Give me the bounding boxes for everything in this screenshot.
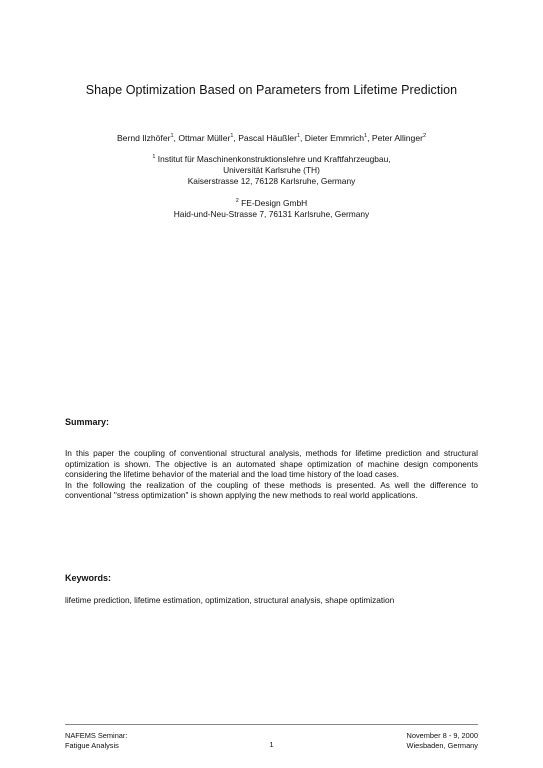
page-number: 1	[269, 740, 274, 749]
author-affil-marker: 1	[364, 133, 368, 140]
keywords-text: lifetime prediction, lifetime estimation, optimization, structural analysis, shape optimization	[65, 595, 395, 605]
footer-topic: Fatigue Analysis	[65, 740, 119, 750]
summary-paragraph: In the following the realization of the coupling of these methods is presented. As well the difference to conventional "stress optimization" is shown applying the new methods to real world applications.	[65, 479, 478, 501]
affiliation-line: Institut für Maschinenkonstruktionslehre und Kraftfahrzeugbau,	[157, 154, 391, 164]
author-name: Pascal Häußler	[238, 133, 297, 143]
affiliation-marker: 1	[152, 154, 156, 161]
paper-title: Shape Optimization Based on Parameters from Lifetime Prediction	[85, 83, 458, 97]
author-list: Bernd Ilzhöfer$^1$, Ottmar Müller$^1$, Pascal Häußler$^1$, Dieter Emmrich$^1$, Peter Allinger$^2$	[116, 133, 427, 143]
footer-date: November 8 - 9, 2000	[406, 731, 478, 740]
affiliation-line: Kaiserstrasse 12, 76128 Karlsruhe, Germany	[187, 176, 356, 186]
footer-right	[407, 731, 478, 750]
author-name: Bernd Ilzhöfer	[116, 133, 171, 143]
author-affil-marker: 1	[230, 133, 234, 140]
summary-text	[65, 448, 478, 501]
affiliation-line: Universität Karlsruhe (TH)	[223, 165, 320, 175]
summary-paragraph: In this paper the coupling of conventional structural analysis, methods for lifetime prediction and structural optimization is shown. The objective is an automated shape optimization of machine design components considering the lifetime behavior of the material and the load time history of the load cases.	[65, 448, 478, 480]
footer-seminar: NAFEMS Seminar:	[65, 731, 128, 740]
affiliation-line: FE-Design GmbH	[241, 198, 308, 208]
affiliation-marker: 2	[235, 198, 239, 205]
footer-location: Wiesbaden, Germany	[406, 740, 478, 750]
author-name: Ottmar Müller	[178, 133, 231, 143]
author-affil-marker: 1	[296, 133, 301, 140]
affiliation-line: Haid-und-Neu-Strasse 7, 76131 Karlsruhe, Germany	[173, 209, 370, 219]
author-affil-marker: 1	[170, 133, 174, 140]
author-name: Peter Allinger	[371, 133, 423, 143]
footer-divider	[65, 724, 478, 725]
keywords-heading: Keywords:	[65, 573, 112, 583]
affiliation-1	[0, 154, 543, 187]
summary-heading: Summary:	[65, 417, 110, 427]
author-affil-marker: 2	[422, 133, 427, 140]
author-name: Dieter Emmrich	[304, 133, 365, 143]
affiliation-2	[0, 198, 543, 220]
